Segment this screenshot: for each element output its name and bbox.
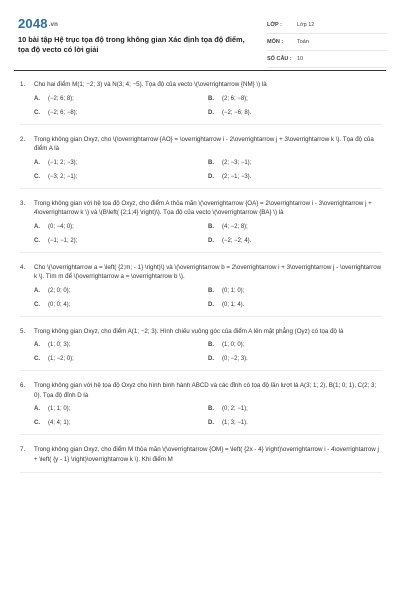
header-divider xyxy=(14,70,386,71)
site-logo[interactable] xyxy=(18,16,58,31)
answer-options xyxy=(34,342,382,362)
option-a[interactable] xyxy=(34,160,208,166)
option-letter: A. xyxy=(34,95,40,102)
document-title: 10 bài tập Hệ trục tọa độ trong không gian Xác định tọa độ điểm, tọa độ vecto có lời giải xyxy=(18,35,245,54)
question-text: Trong không gian với hệ tọa độ Oxyz, cho điểm A thỏa mãn \(\overrightarrow {OA} = 2\overrightarrow i - 3\overrightarrow j + 4\overrightarrow k \) và \(B\left( {2;1;4} \right)\). Tọa độ của vecto \(\overrightarrow {BA} \) là xyxy=(34,199,372,216)
option-text: (1; 0; 0); xyxy=(222,342,245,348)
question-list xyxy=(20,80,382,483)
option-letter: B. xyxy=(208,406,214,412)
option-letter: A. xyxy=(34,223,40,230)
option-a[interactable] xyxy=(34,224,208,230)
option-d[interactable] xyxy=(208,356,382,362)
logo-suffix: .vn xyxy=(48,21,59,28)
option-c[interactable] xyxy=(34,238,208,244)
answer-options xyxy=(34,96,382,116)
option-letter: B. xyxy=(208,95,214,102)
option-b[interactable] xyxy=(208,342,382,348)
option-text: (0; 2; −1); xyxy=(222,406,248,412)
option-letter: B. xyxy=(208,342,214,348)
option-c[interactable] xyxy=(34,174,208,180)
option-text: (0; 1; 0); xyxy=(222,287,245,294)
option-text: (2; −1; −3). xyxy=(222,173,252,180)
option-b[interactable] xyxy=(208,160,382,166)
question xyxy=(20,445,382,473)
option-text: (−2; 6; 8); xyxy=(48,95,74,102)
option-text: (2; 6; −8); xyxy=(222,95,248,102)
option-letter: D. xyxy=(208,420,214,426)
option-text: (4; 4; 1); xyxy=(48,420,71,426)
question-number: 4. xyxy=(20,263,26,271)
meta-row-count xyxy=(267,51,387,68)
option-letter: C. xyxy=(34,301,40,308)
option-text: (1; 3; −1). xyxy=(222,420,248,426)
meta-value: 10 xyxy=(297,56,304,62)
question-text: Trong không gian Oxyz, cho điểm M thỏa mãn \(\overrightarrow {OM} = \left( {2x - 4} \right)\overrightarrow i - 4\overrightarrow j + \left( {y - 1} \right)\overrightarrow k \). Khi điểm M xyxy=(34,446,379,463)
option-text: (2; −3; −1); xyxy=(222,159,252,166)
option-letter: C. xyxy=(34,237,40,244)
question-number: 7. xyxy=(20,446,26,453)
option-letter: C. xyxy=(34,356,40,362)
option-letter: A. xyxy=(34,406,40,412)
option-a[interactable] xyxy=(34,96,208,102)
option-b[interactable] xyxy=(208,406,382,412)
question xyxy=(20,135,382,189)
option-text: (1; 1; 0); xyxy=(48,406,71,412)
question xyxy=(20,381,382,435)
logo-text: 2048 xyxy=(18,16,48,31)
option-text: (0; −4; 0); xyxy=(48,223,74,230)
option-text: (−2; 6; −8); xyxy=(48,109,78,116)
question-number: 2. xyxy=(20,135,26,143)
option-letter: B. xyxy=(208,223,214,230)
question xyxy=(20,263,382,317)
option-c[interactable] xyxy=(34,302,208,308)
option-text: (0; −2; 3). xyxy=(222,356,248,362)
meta-value: Lớp 12 xyxy=(297,22,315,28)
option-letter: D. xyxy=(208,109,214,116)
question-number: 1. xyxy=(20,81,26,88)
option-letter: A. xyxy=(34,159,40,166)
question-text: Trong không gian với hệ tọa độ Oxyz cho hình bình hành ABCD và các đỉnh có tọa độ lần lượt là A(3; 1; 2), B(1; 0; 1), C(2; 3; 0). Tọa độ đỉnh D là xyxy=(34,382,377,399)
option-text: (−1; −1; 2); xyxy=(48,237,78,244)
option-text: (1; −2; 0); xyxy=(48,356,74,362)
question-text: Cho hai điểm M(1; −2; 3) và N(3; 4; −5). Tọa độ của vecto \(\overrightarrow {NM} \) là xyxy=(34,81,267,88)
option-letter: D. xyxy=(208,173,214,180)
meta-table xyxy=(267,17,387,68)
option-d[interactable] xyxy=(208,238,382,244)
question xyxy=(20,327,382,372)
option-letter: D. xyxy=(208,301,214,308)
option-letter: A. xyxy=(34,287,40,294)
question xyxy=(20,199,382,253)
option-text: (0; 0; 4); xyxy=(48,301,71,308)
option-letter: B. xyxy=(208,159,214,166)
meta-key: MÔN : xyxy=(267,39,284,45)
option-b[interactable] xyxy=(208,224,382,230)
option-letter: B. xyxy=(208,287,214,294)
meta-row-class xyxy=(267,17,387,34)
option-d[interactable] xyxy=(208,420,382,426)
option-b[interactable] xyxy=(208,288,382,294)
question-number: 5. xyxy=(20,327,26,335)
option-letter: C. xyxy=(34,420,40,426)
option-letter: A. xyxy=(34,342,40,348)
option-text: (−3; 2; −1); xyxy=(48,173,78,180)
document-header xyxy=(14,6,386,64)
option-letter: D. xyxy=(208,356,214,362)
question-text: Trong không gian Oxyz, cho \(\overrightarrow {AO} = \overrightarrow i - 2\overrightarrow j + 3\overrightarrow k \). Tọa độ của điểm A là xyxy=(34,135,374,152)
option-text: (−2; −2; 4). xyxy=(222,237,252,244)
option-letter: C. xyxy=(34,109,40,116)
question-text: Cho \(\overrightarrow a = \left( {2;m; - 1} \right)\) và \(\overrightarrow b = 2\overrightarrow i + 3\overrightarrow j - \overrightarrow k \). Tìm m để \(\overrightarrow a = \overrightarrow b \). xyxy=(34,263,382,280)
answer-options xyxy=(34,224,382,244)
option-b[interactable] xyxy=(208,96,382,102)
option-c[interactable] xyxy=(34,110,208,116)
meta-key: LỚP : xyxy=(267,22,282,28)
option-text: (4; −2; 8); xyxy=(222,223,248,230)
meta-key: SỐ CÂU : xyxy=(267,56,292,62)
option-letter: C. xyxy=(34,173,40,180)
option-text: (−1; 2; −3); xyxy=(48,159,78,166)
option-a[interactable] xyxy=(34,288,208,294)
option-text: (2; 0; 0); xyxy=(48,287,71,294)
option-c[interactable] xyxy=(34,420,208,426)
option-a[interactable] xyxy=(34,406,208,412)
question-number: 6. xyxy=(20,382,26,389)
option-d[interactable] xyxy=(208,174,382,180)
answer-options xyxy=(34,288,382,308)
meta-value: Toán xyxy=(297,39,309,45)
option-d[interactable] xyxy=(208,302,382,308)
question-number: 3. xyxy=(20,199,26,207)
option-d[interactable] xyxy=(208,110,382,116)
option-text: (−2; −6; 8). xyxy=(222,109,252,116)
answer-options xyxy=(34,406,382,426)
question-text: Trong không gian Oxyz, cho điểm A(1; −2; 3). Hình chiếu vuông góc của điểm A lên mặt phẳng (Oyz) có tọa độ là xyxy=(34,327,344,335)
option-text: (1; 0; 3); xyxy=(48,342,71,348)
answer-options xyxy=(34,160,382,180)
option-a[interactable] xyxy=(34,342,208,348)
option-text: (0; 1; 4). xyxy=(222,301,245,308)
question xyxy=(20,80,382,125)
meta-row-subject xyxy=(267,34,387,51)
option-c[interactable] xyxy=(34,356,208,362)
option-letter: D. xyxy=(208,237,214,244)
